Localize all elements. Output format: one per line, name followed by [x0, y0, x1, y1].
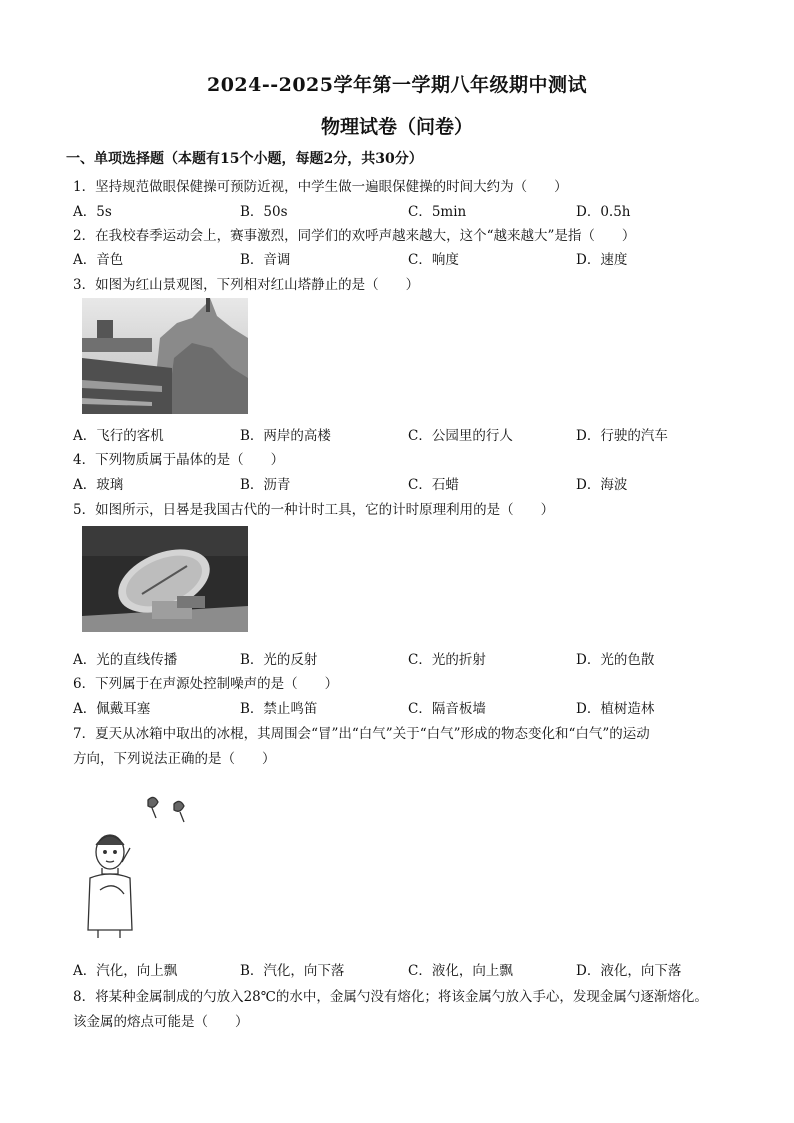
question-2-option-d: D．速度	[576, 252, 628, 268]
question-5-stem: 5．如图所示，日晷是我国古代的一种计时工具，它的计时原理利用的是（ ）	[73, 502, 555, 518]
question-2-option-c: C．响度	[408, 252, 459, 268]
question-1-option-a: A．5s	[73, 204, 112, 220]
question-7-option-c: C．液化，向上飘	[408, 963, 513, 979]
question-4-option-c: C．石蜡	[408, 477, 459, 493]
question-3-option-c: C．公园里的行人	[408, 428, 513, 444]
question-6-option-c: C．隔音板墙	[408, 701, 486, 717]
question-7-option-b: B．汽化，向下落	[240, 963, 345, 979]
question-6-option-b: B．禁止鸣笛	[240, 701, 318, 717]
question-2-option-b: B．音调	[240, 252, 291, 268]
question-7-option-d: D．液化，向下落	[576, 963, 682, 979]
question-1-option-b: B．50s	[240, 204, 288, 220]
question-6-stem: 6．下列属于在声源处控制噪声的是（ ）	[73, 676, 339, 692]
question-2-option-a: A．音色	[73, 252, 124, 268]
question-8-stem-continued: 该金属的熔点可能是（ ）	[73, 1014, 249, 1030]
section-heading: 一、单项选择题（本题有15个小题，每题2分，共30分）	[66, 151, 423, 167]
question-4-option-d: D．海波	[576, 477, 628, 493]
question-6-option-a: A．佩戴耳塞	[73, 701, 151, 717]
question-3-option-b: B．两岸的高楼	[240, 428, 331, 444]
boy-with-popsicle-illustration	[80, 790, 210, 940]
question-7-option-a: A．汽化，向上飘	[73, 963, 178, 979]
question-5-option-c: C．光的折射	[408, 652, 486, 668]
question-5-option-b: B．光的反射	[240, 652, 318, 668]
question-7-stem-continued: 方向，下列说法正确的是（ ）	[73, 751, 276, 767]
question-6-option-d: D．植树造林	[576, 701, 655, 717]
question-3-option-a: A．飞行的客机	[73, 428, 164, 444]
question-4-option-a: A．玻璃	[73, 477, 124, 493]
question-3-stem: 3．如图为红山景观图，下列相对红山塔静止的是（ ）	[73, 277, 420, 293]
question-5-option-a: A．光的直线传播	[73, 652, 178, 668]
exam-title: 2024--2025学年第一学期八年级期中测试	[206, 74, 588, 96]
question-2-stem: 2．在我校春季运动会上，赛事激烈，同学们的欢呼声越来越大，这个“越来越大”是指（ ）	[73, 228, 636, 244]
question-5-option-d: D．光的色散	[576, 652, 655, 668]
sundial-photo	[82, 526, 248, 632]
question-4-stem: 4．下列物质属于晶体的是（ ）	[73, 452, 285, 468]
hongshan-landscape-photo	[82, 298, 248, 414]
question-1-option-d: D．0.5h	[576, 204, 631, 220]
question-1-option-c: C．5min	[408, 204, 467, 220]
exam-subtitle: 物理试卷（问卷）	[320, 116, 473, 138]
question-4-option-b: B．沥青	[240, 477, 291, 493]
question-8-stem: 8．将某种金属制成的勺放入28℃的水中，金属勺没有熔化；将该金属勺放入手心，发现金属勺逐渐熔化。	[73, 989, 708, 1005]
question-3-option-d: D．行驶的汽车	[576, 428, 668, 444]
question-1-stem: 1．坚持规范做眼保健操可预防近视，中学生做一遍眼保健操的时间大约为（ ）	[73, 179, 568, 195]
question-7-stem: 7．夏天从冰箱中取出的冰棍，其周围会“冒”出“白气”关于“白气”形成的物态变化和“白气”的运动	[73, 726, 650, 742]
